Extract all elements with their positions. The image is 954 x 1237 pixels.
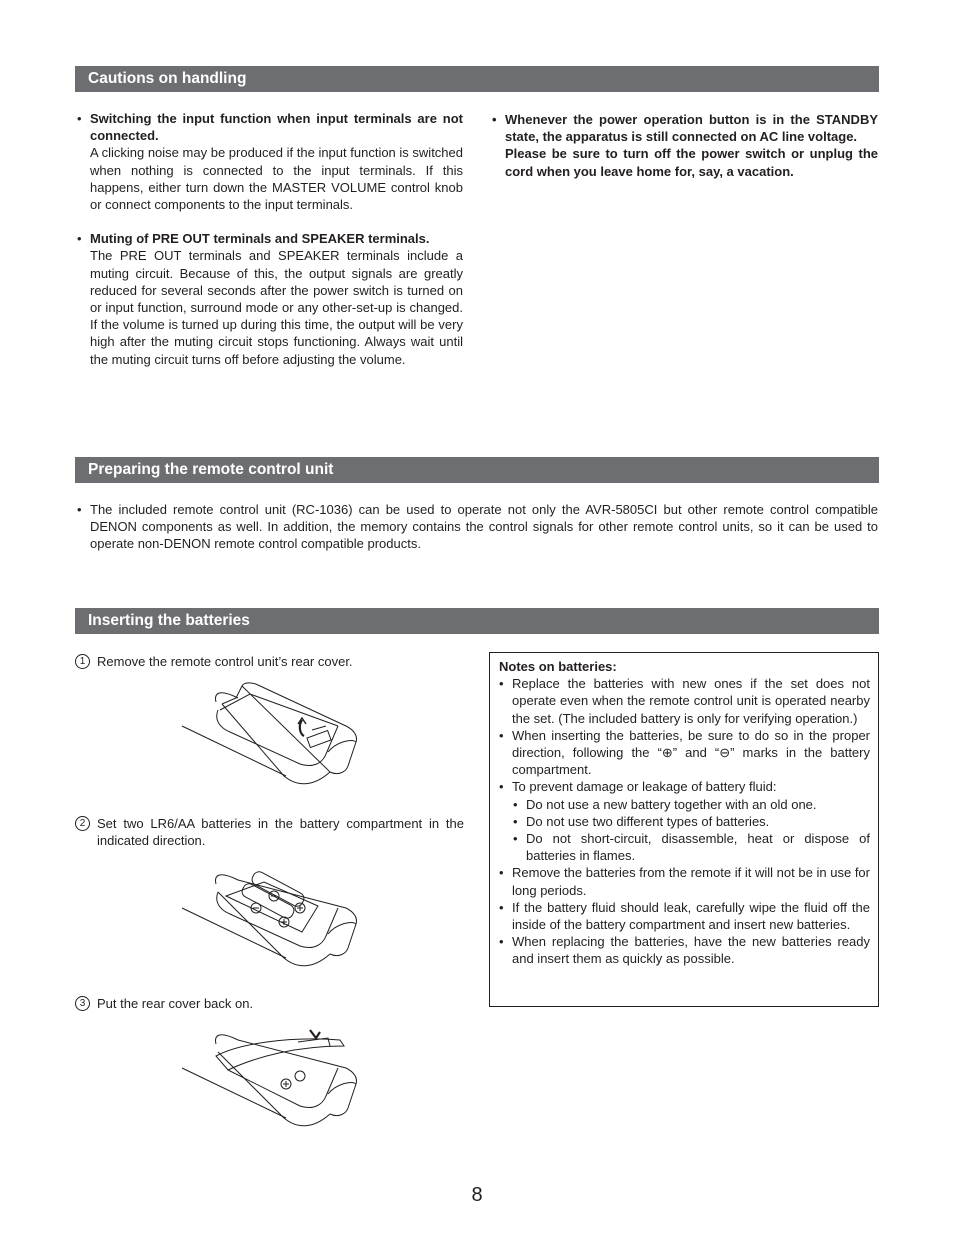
step-number: 3 bbox=[75, 996, 90, 1011]
note-item: • When inserting the batteries, be sure to do so in the proper direction, following the “⊕” and “⊖” marks in the battery compartment. bbox=[499, 727, 870, 778]
step-number: 2 bbox=[75, 816, 90, 831]
remote-item bbox=[75, 501, 878, 553]
note-text: To prevent damage or leakage of battery fluid: bbox=[512, 779, 777, 795]
note-subitem: • Do not use two different types of batteries. bbox=[499, 813, 870, 830]
note-subtext: Do not use two different types of batteries. bbox=[526, 813, 770, 829]
replace-cover-illustration bbox=[178, 1022, 363, 1140]
battery-step-3 bbox=[75, 995, 464, 1012]
cautions-section-header: Cautions on handling bbox=[75, 66, 879, 92]
note-subitem: • Do not use a new battery together with an old one. bbox=[499, 796, 870, 813]
note-subitem: • Do not short-circuit, disassemble, heat or dispose of batteries in flames. bbox=[513, 831, 870, 864]
caution-body: Please be sure to turn off the power switch or unplug the cord when you leave home for, say, a vacation. bbox=[505, 146, 878, 179]
notes-title: Notes on batteries: bbox=[499, 659, 617, 674]
step-text: Remove the remote control unit’s rear cover. bbox=[97, 654, 353, 669]
caution-heading: Muting of PRE OUT terminals and SPEAKER terminals. bbox=[90, 231, 430, 247]
note-item: • If the battery fluid should leak, carefully wipe the fluid off the inside of the battery compartment and insert new batteries. bbox=[499, 899, 870, 933]
page-number: 8 bbox=[471, 1184, 483, 1206]
remote-section-header: Preparing the remote control unit bbox=[75, 457, 879, 483]
caution-heading: Switching the input function when input terminals are not connected. bbox=[90, 111, 463, 144]
note-text: When inserting the batteries, be sure to do so in the proper direction, following the “⊕” and “⊖” marks in the battery compartment. bbox=[512, 727, 870, 778]
bullet: • bbox=[77, 502, 82, 517]
note-text: If the battery fluid should leak, carefully wipe the fluid off the inside of the battery compartment and insert new batteries. bbox=[512, 899, 870, 933]
note-text: Remove the batteries from the remote if it will not be in use for long periods. bbox=[512, 865, 870, 898]
caution-item-standby bbox=[490, 111, 878, 180]
note-subtext: Do not short-circuit, disassemble, heat or dispose of batteries in flames. bbox=[526, 831, 870, 864]
remote-rear-cover-illustration bbox=[178, 680, 363, 798]
bullet: • bbox=[492, 112, 497, 127]
bullet: • bbox=[77, 231, 82, 247]
cautions-left-column bbox=[75, 110, 463, 368]
battery-step-1 bbox=[75, 653, 464, 670]
note-text: When replacing the batteries, have the new batteries ready and insert them as quickly as possible. bbox=[512, 934, 870, 967]
note-subtext: Do not use a new battery together with an old one. bbox=[526, 796, 817, 812]
caution-item-input-switch bbox=[75, 110, 463, 213]
step-number: 1 bbox=[75, 654, 90, 669]
caution-item-muting bbox=[75, 230, 463, 368]
battery-notes-box bbox=[489, 652, 879, 1007]
step-text: Set two LR6/AA batteries in the battery compartment in the indicated direction. bbox=[97, 816, 464, 849]
batteries-section-header: Inserting the batteries bbox=[75, 608, 879, 634]
caution-body: The PRE OUT terminals and SPEAKER terminals include a muting circuit. Because of this, the output signals are greatly reduced for several seconds after the power switch is turned on or input function, surround mode or any other-set-up is changed. If the volume is turned up during this time, the output will be very high after the muting circuit stops functioning. Always wait until the muting circuit turns off before adjusting the volume. bbox=[90, 248, 463, 367]
step-text: Put the rear cover back on. bbox=[97, 996, 254, 1011]
note-item: • To prevent damage or leakage of battery fluid: bbox=[499, 778, 870, 795]
remote-text: The included remote control unit (RC-1036) can be used to operate not only the AVR-5805CI but other remote control compatible DENON components as well. In addition, the memory contains the control signals for other remote control units, so it can be used to operate non-DENON remote control compatible products. bbox=[90, 502, 878, 552]
cautions-right-column bbox=[490, 111, 878, 180]
note-text: Replace the batteries with new ones if the set does not operate even when the remote control unit is operated nearby the set. (The included battery is only for verifying operation.) bbox=[512, 676, 870, 726]
caution-body: A clicking noise may be produced if the input function is switched when nothing is connected to the input terminals. If this happens, either turn down the MASTER VOLUME control knob or connect components to the input terminals. bbox=[90, 145, 463, 213]
bullet: • bbox=[77, 111, 82, 126]
remote-body bbox=[75, 501, 878, 553]
note-item: • When replacing the batteries, have the new batteries ready and insert them as quickly as possible. bbox=[499, 934, 870, 967]
battery-compartment-illustration bbox=[178, 862, 363, 980]
battery-step-2 bbox=[75, 815, 464, 849]
note-item: • Replace the batteries with new ones if the set does not operate even when the remote control unit is operated nearby the set. (The included battery is only for verifying operation.) bbox=[499, 676, 870, 726]
note-item: • Remove the batteries from the remote if it will not be in use for long periods. bbox=[499, 865, 870, 898]
caution-heading: Whenever the power operation button is in the STANDBY state, the apparatus is still connected on AC line voltage. bbox=[505, 112, 878, 145]
